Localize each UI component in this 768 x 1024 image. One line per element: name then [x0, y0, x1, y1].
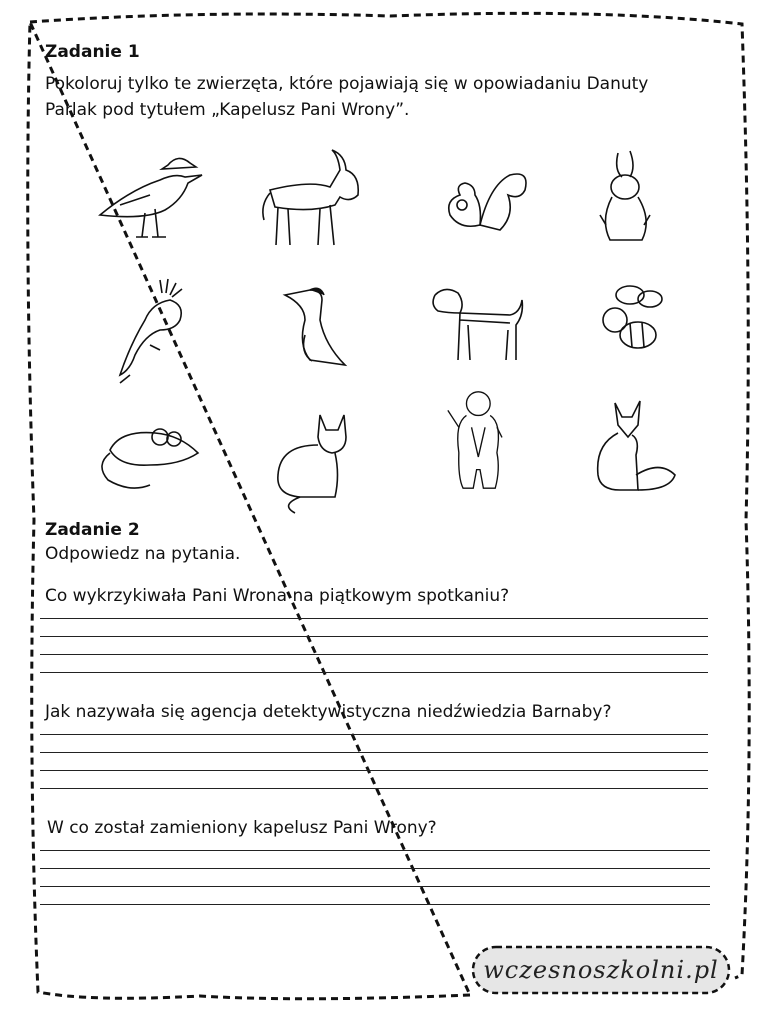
donkey-illustration[interactable]	[250, 145, 370, 255]
answer-line[interactable]	[40, 904, 710, 905]
answer-line[interactable]	[40, 752, 708, 753]
cockatoo-illustration[interactable]	[90, 275, 210, 385]
crow-with-hat-illustration[interactable]	[90, 145, 210, 255]
task1-instruction-line2: Parlak pod tytułem „Kapelusz Pani Wrony”.	[45, 100, 410, 120]
answer-lines-2[interactable]	[40, 734, 708, 806]
animal-grid	[80, 145, 680, 515]
logo-text: wczesnoszkolni.pl	[483, 956, 719, 984]
squirrel-illustration[interactable]	[420, 145, 540, 255]
question-3: W co został zamieniony kapelusz Pani Wrony?	[47, 818, 437, 838]
answer-line[interactable]	[40, 618, 708, 619]
task1-instruction-line1: Pokoloruj tylko te zwierzęta, które pojawiają się w opowiadaniu Danuty	[45, 74, 649, 94]
cat-illustration[interactable]	[250, 405, 370, 515]
answer-line[interactable]	[40, 868, 710, 869]
answer-line[interactable]	[40, 886, 710, 887]
answer-line[interactable]	[40, 788, 708, 789]
bee-illustration[interactable]	[570, 275, 690, 385]
answer-line[interactable]	[40, 770, 708, 771]
task2-title: Zadanie 2	[45, 520, 140, 540]
site-logo	[470, 944, 732, 996]
answer-line[interactable]	[40, 654, 708, 655]
answer-line[interactable]	[40, 636, 708, 637]
task2-instruction: Odpowiedz na pytania.	[45, 544, 241, 564]
answer-lines-3[interactable]	[40, 850, 710, 922]
fox-illustration[interactable]	[570, 395, 690, 505]
woodpecker-illustration[interactable]	[250, 275, 370, 385]
answer-line[interactable]	[40, 850, 710, 851]
mouse-illustration[interactable]	[90, 405, 210, 515]
task1-title: Zadanie 1	[45, 42, 140, 62]
rabbit-illustration[interactable]	[570, 145, 690, 255]
bear-illustration[interactable]	[420, 385, 540, 495]
dog-illustration[interactable]	[420, 275, 540, 385]
answer-line[interactable]	[40, 734, 708, 735]
question-1: Co wykrzykiwała Pani Wrona na piątkowym spotkaniu?	[45, 586, 510, 606]
question-2: Jak nazywała się agencja detektywistyczna niedźwiedzia Barnaby?	[45, 702, 612, 722]
answer-lines-1[interactable]	[40, 618, 708, 690]
answer-line[interactable]	[40, 672, 708, 673]
